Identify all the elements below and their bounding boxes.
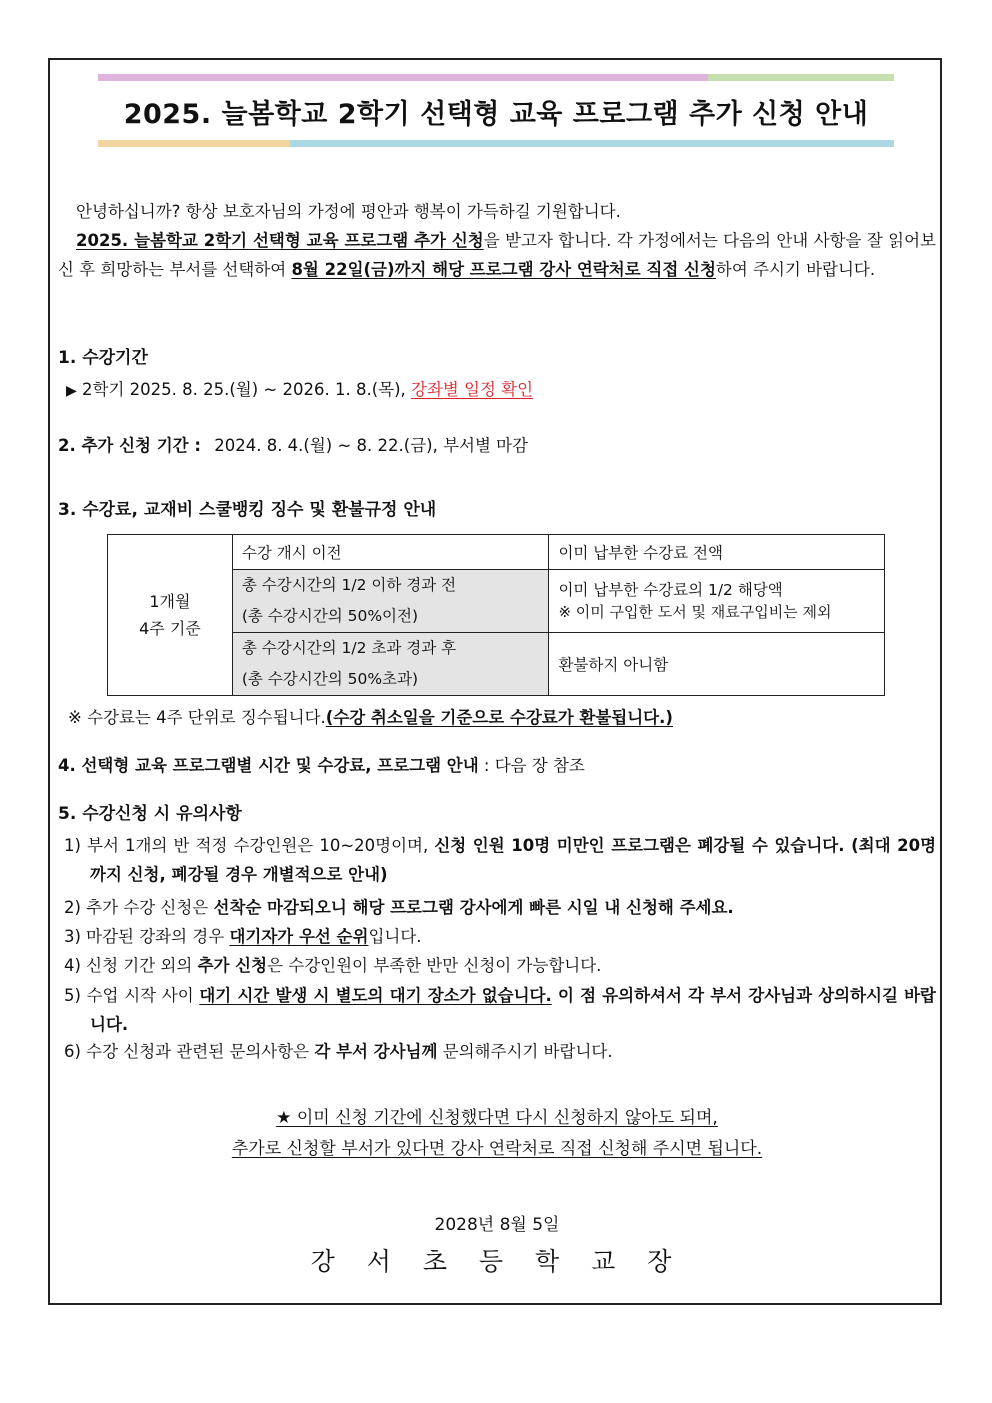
section4-heading: 4. 선택형 교육 프로그램별 시간 및 수강료, 프로그램 안내: [58, 756, 479, 775]
program-name-emphasis: 2025. 늘봄학교 2학기 선택형 교육 프로그램 추가 신청: [76, 231, 484, 250]
caution5-text-a: 5) 수업 시작 사이: [64, 986, 200, 1005]
title-bar-yellow: [98, 140, 290, 147]
caution3-text-b: 입니다.: [368, 927, 422, 946]
section4-text: : 다음 장 참조: [478, 756, 585, 775]
basis-line1: 1개월: [149, 592, 191, 611]
row1-condition: [232, 570, 549, 633]
deadline-emphasis: 8월 22일(금)까지 해당 프로그램 강사 연락처로 직접 신청: [291, 260, 716, 279]
intro-paragraph: [58, 226, 936, 284]
caution3-emphasis: 대기자가 우선 순위: [229, 927, 369, 946]
intro-greeting: [76, 197, 936, 226]
caution6-text-b: 문의해주시기 바랍니다.: [437, 1042, 613, 1061]
caution6-text-a: 6) 수강 신청과 관련된 문의사항은: [64, 1042, 315, 1061]
caution1-emphasis: 신청 인원 10명 미만인 프로그램은 폐강될 수 있습니다. (최대 20명까지 신청, 폐강될 경우 개별적으로 안내): [90, 836, 937, 884]
section2-heading: 2. 추가 신청 기간 :: [58, 436, 201, 455]
notice-line2: 추가로 신청할 부서가 있다면 강사 연락처로 직접 신청해 주시면 됩니다.: [231, 1139, 763, 1159]
fee-note-text: ※ 수강료는 4주 단위로 징수됩니다.: [68, 708, 326, 727]
caution-item-5: [64, 981, 936, 1039]
row2-line2: (총 수강시간의 50%초과): [241, 670, 419, 688]
caution-item-1: [64, 831, 936, 889]
basis-line2: 4주 기준: [139, 619, 201, 638]
section2-line: [58, 434, 528, 458]
refund-table: [107, 534, 885, 696]
row1-line1: 총 수강시간의 1/2 이하 경과 전: [241, 576, 457, 594]
caution1-text: 1) 부서 1개의 반 적정 수강인원은 10~20명이며,: [64, 836, 435, 855]
caution3-text-a: 3) 마감된 강좌의 경우: [64, 927, 230, 946]
row2-refund: 환불하지 아니함: [549, 633, 885, 696]
intro-text-b: 하여 주시기 바랍니다.: [715, 260, 876, 279]
schedule-check-link[interactable]: 강좌별 일정 확인: [411, 380, 534, 399]
basis-cell: [108, 535, 233, 696]
caution6-emphasis: 각 부서 강사님께: [314, 1042, 438, 1061]
greeting-text: 안녕하십니까? 항상 보호자님의 가정에 평안과 행복이 가득하길 기원합니다.: [76, 202, 621, 221]
section1-text: 2학기 2025. 8. 25.(월) ~ 2026. 1. 8.(목),: [76, 380, 411, 399]
caution2-emphasis: 선착순 마감되오니 해당 프로그램 강사에게 빠른 시일 내 신청해 주세요.: [213, 898, 734, 917]
section1-heading: 1. 수강기간: [58, 348, 148, 368]
fee-note-emphasis: (수강 취소일을 기준으로 수강료가 환불됩니다.): [325, 708, 673, 727]
section1-line: [66, 378, 533, 403]
fee-note: [68, 706, 673, 730]
caution4-text-a: 4) 신청 기간 외의: [64, 956, 198, 975]
caution-item-3: [64, 925, 422, 949]
section2-text: 2024. 8. 4.(월) ~ 8. 22.(금), 부서별 마감: [214, 436, 529, 455]
title-bar-pink: [98, 74, 708, 81]
issue-date: 2028년 8월 5일: [434, 1215, 560, 1235]
title-bar-green: [708, 74, 894, 81]
intro-text-a: 을 받고자 합니다. 각 가정에서는 다음의 안내 사항을 잘 읽어보신 후 희망하는 부서를 선택하여: [58, 231, 936, 279]
row1-note: ※ 이미 구입한 도서 및 재료구입비는 제외: [558, 603, 832, 621]
notice-line1: ★ 이미 신청 기간에 신청했다면 다시 신청하지 않아도 되며,: [276, 1108, 718, 1128]
row1-refund: 이미 납부한 수강료의 1/2 해당액: [558, 581, 783, 599]
caution-item-2: [64, 896, 734, 920]
section3-heading: 3. 수강료, 교재비 스쿨뱅킹 징수 및 환불규정 안내: [58, 500, 437, 520]
triangle-bullet-icon: ▶: [66, 383, 77, 399]
caution2-text: 2) 추가 수강 신청은: [64, 898, 214, 917]
document-title: 2025. 늘봄학교 2학기 선택형 교육 프로그램 추가 신청 안내: [123, 98, 869, 130]
caution4-text-b: 은 수강인원이 부족한 반만 신청이 가능합니다.: [267, 956, 602, 975]
notice-block: [58, 1103, 936, 1165]
caution5-text-b: 이 점 유의하셔서 각 부서 강사님과 상의하시길 바랍니다.: [90, 986, 936, 1034]
section4-line: [58, 754, 585, 778]
signature: 강 서 초 등 학 교 장: [310, 1247, 684, 1276]
row1-line2: (총 수강시간의 50%이전): [241, 607, 419, 625]
section5-heading: 5. 수강신청 시 유의사항: [58, 804, 242, 824]
caution-item-6: [64, 1040, 613, 1064]
row2-condition: [232, 633, 549, 696]
row2-line1: 총 수강시간의 1/2 초과 경과 후: [241, 639, 457, 657]
header-col2: 이미 납부한 수강료 전액: [549, 535, 885, 570]
title-bar-blue: [290, 140, 894, 147]
header-col1: 수강 개시 이전: [232, 535, 549, 570]
caution-item-4: [64, 954, 601, 978]
row1-refund-cell: [549, 570, 885, 633]
caution4-emphasis: 추가 신청: [197, 956, 268, 975]
caution5-emphasis: 대기 시간 발생 시 별도의 대기 장소가 없습니다.: [199, 986, 552, 1005]
